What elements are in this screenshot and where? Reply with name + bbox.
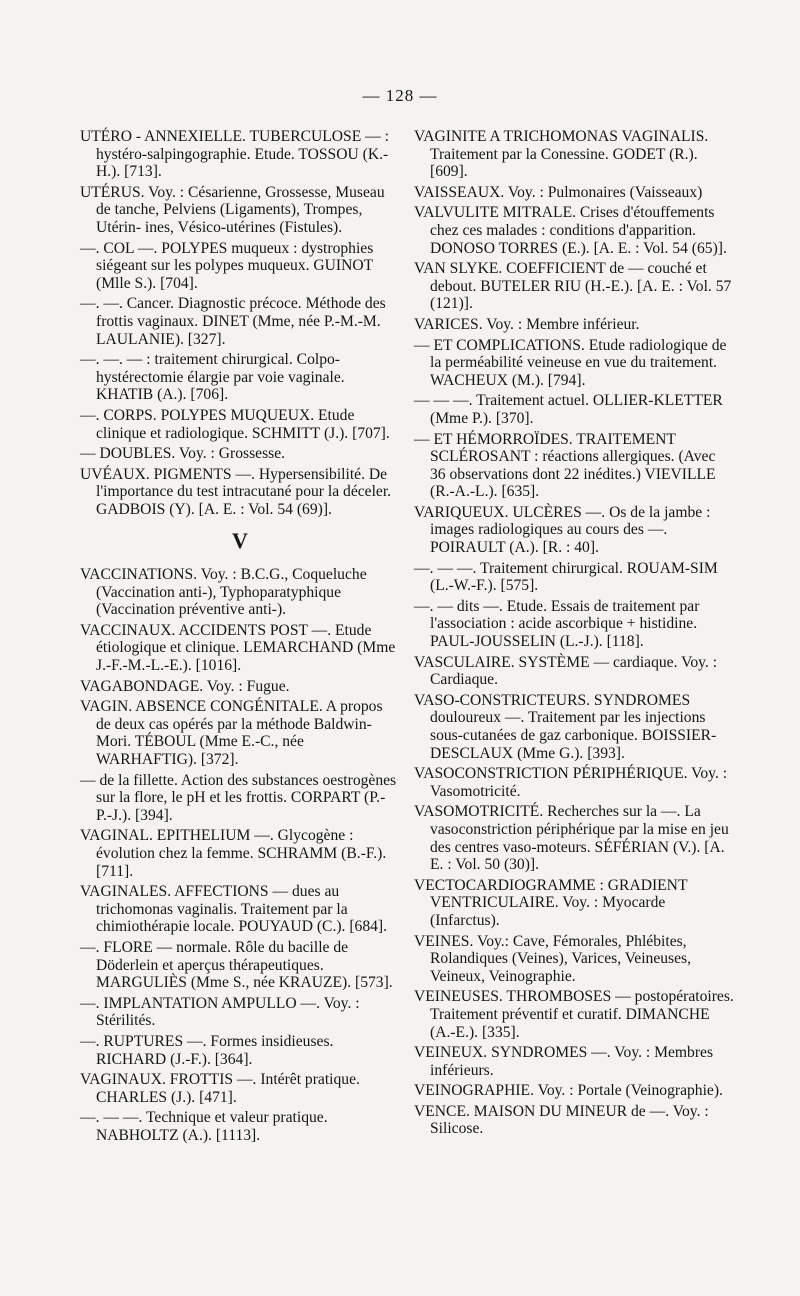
- index-entry: UVÉAUX. PIGMENTS —. Hypersensibilité. De l'importance du test intracutané pour la déceler. GADBOIS (Y). [A. E. : Vol. 54 (69)].: [80, 465, 392, 518]
- index-entry: VASOMOTRICITÉ. Recherches sur la —. La vasoconstriction périphérique par la mise en jeu des centres vaso-moteurs. SÉFÉRIAN (V.). [A. E. : Vol. 50 (30)].: [414, 803, 729, 874]
- index-entry: —. — —. Traitement chirurgical. ROUAM-SIM (L.-W.-F.). [575].: [414, 559, 718, 595]
- index-entry: VAISSEAUX. Voy. : Pulmonaires (Vaisseaux): [414, 183, 703, 201]
- section-letter: V: [232, 528, 248, 554]
- index-entry: —. RUPTURES —. Formes insidieuses. RICHARD (J.-F.). [364].: [80, 1032, 334, 1068]
- index-entry: VECTOCARDIOGRAMME : GRADIENT VENTRICULAIRE. Voy. : Myocarde (Infarctus).: [414, 876, 688, 929]
- index-entry: —. COL —. POLYPES muqueux : dystrophies siégeant sur les polypes muqueux. GUINOT (Mlle S.). [704].: [80, 239, 374, 292]
- index-entry: VEINEUX. SYNDROMES —. Voy. : Membres inférieurs.: [414, 1044, 714, 1079]
- index-entry: VACCINATIONS. Voy. : B.C.G., Coqueluche (Vaccination anti-), Typhoparatyphique (Vaccination préventive anti-).: [80, 566, 367, 619]
- index-entry: —. IMPLANTATION AMPULLO —. Voy. : Stérilités.: [80, 994, 360, 1030]
- index-entry: —. — dits —. Etude. Essais de traitement par l'association : acide ascorbique + histidine. PAUL-JOUSSELIN (L.-J.). [118].: [414, 597, 700, 651]
- index-entry: — — —. Traitement actuel. OLLIER-KLETTER (Mme P.). [370].: [414, 392, 723, 427]
- index-entry: VAGINAUX. FROTTIS —. Intérêt pratique. CHARLES (J.). [471].: [80, 1071, 360, 1106]
- index-entry: VAGABONDAGE. Voy. : Fugue.: [80, 677, 290, 695]
- index-entry: VENCE. MAISON DU MINEUR de —. Voy. : Silicose.: [414, 1102, 709, 1138]
- index-entry: VASO-CONSTRICTEURS. SYNDROMES douloureux —. Traitement par les injections sous-cutanées de gaz carbonique. BOISSIER-DESCLAUX (Mme G.). [393].: [414, 691, 717, 762]
- index-entry: VAGINITE A TRICHOMONAS VAGINALIS. Traitement par la Conessine. GODET (R.). [609].: [414, 128, 709, 181]
- index-entry: VEINES. Voy.: Cave, Fémorales, Phlébites, Rolandiques (Veines), Varices, Veineuses, Veineux, Veinographie.: [414, 932, 691, 985]
- index-entry: VACCINAUX. ACCIDENTS POST —. Etude étiologique et clinique. LEMARCHAND (Mme J.-F.-M.-L.-E.). [1016].: [80, 621, 396, 675]
- index-entry: VEINEUSES. THROMBOSES — postopératoires. Traitement préventif et curatif. DIMANCHE (A.-E.). [335].: [414, 988, 734, 1041]
- index-entry: — DOUBLES. Voy. : Grossesse.: [80, 445, 286, 463]
- index-entry: VEINOGRAPHIE. Voy. : Portale (Veinographie).: [414, 1082, 723, 1100]
- index-entry: VARIQUEUX. ULCÈRES —. Os de la jambe : images radiologiques au cours des —. POIRAULT (A.). [R. : 40].: [414, 503, 711, 557]
- index-entry: VAGINALES. AFFECTIONS — dues au trichomonas vaginalis. Traitement par la chimiothérapie locale. POUYAUD (C.). [684].: [80, 883, 388, 936]
- index-entry: — de la fillette. Action des substances oestrogènes sur la flore, le pH et les frottis. CORPART (P.-P.-J.). [394].: [80, 771, 397, 824]
- page-number: — 128 —: [362, 86, 438, 105]
- index-entry: UTÉRUS. Voy. : Césarienne, Grossesse, Museau de tanche, Pelviens (Ligaments), Trompes, Utérin- ines, Vésico-utérines (Fistules).: [80, 183, 385, 236]
- index-entry: VASCULAIRE. SYSTÈME — cardiaque. Voy. : Cardiaque.: [414, 653, 718, 689]
- left-column: [80, 128, 400, 1147]
- index-entry: VARICES. Voy. : Membre inférieur.: [414, 315, 640, 333]
- index-entry: —. — —. Technique et valeur pratique. NABHOLTZ (A.). [1113].: [80, 1109, 328, 1144]
- index-entry: —. FLORE — normale. Rôle du bacille de Döderlein et aperçus thérapeutiques. MARGULIÈS (Mme S., née KRAUZE). [573].: [80, 938, 393, 992]
- index-entry: — ET COMPLICATIONS. Etude radiologique de la perméabilité veineuse en vue du traitement. WACHEUX (M.). [794].: [414, 336, 727, 389]
- index-entry: VASOCONSTRICTION PÉRIPHÉRIQUE. Voy. : Vasomotricité.: [414, 765, 728, 800]
- index-entry: VAGINAL. EPITHELIUM —. Glycogène : évolution chez la femme. SCHRAMM (B.-F.). [711].: [80, 827, 387, 880]
- index-entry: VAN SLYKE. COEFFICIENT de — couché et debout. BUTELER RIU (H.-E.). [A. E. : Vol. 57 (121)].: [414, 260, 732, 313]
- index-entry: VALVULITE MITRALE. Crises d'étouffements chez ces malades : conditions d'apparition. DONOSO TORRES (E.). [A. E. : Vol. 54 (65)].: [414, 204, 727, 257]
- index-entry: VAGIN. ABSENCE CONGÉNITALE. A propos de deux cas opérés par la méthode Baldwin-Mori. TÉBOUL (Mme E.-C., née WARHAFTIG). [372].: [80, 698, 383, 768]
- right-column: [414, 128, 734, 1141]
- index-entry: —. CORPS. POLYPES MUQUEUX. Etude clinique et radiologique. SCHMITT (J.). [707].: [80, 406, 390, 442]
- index-entry: UTÉRO - ANNEXIELLE. TUBERCULOSE — : hystéro-salpingographie. Etude. TOSSOU (K.-H.). [713].: [80, 128, 389, 181]
- index-entry: —. —. Cancer. Diagnostic précoce. Méthode des frottis vaginaux. DINET (Mme, née P.-M.-M. LAULANIE). [327].: [80, 295, 386, 348]
- index-entry: —. —. — : traitement chirurgical. Colpo-hystérectomie élargie par voie vaginale. KHATIB (A.). [706].: [80, 351, 345, 404]
- index-entry: — ET HÉMORROÏDES. TRAITEMENT SCLÉROSANT : réactions allergiques. (Avec 36 observations dont 22 inédites.) VIEVILLE (R.-A.-L.). [635].: [414, 430, 716, 501]
